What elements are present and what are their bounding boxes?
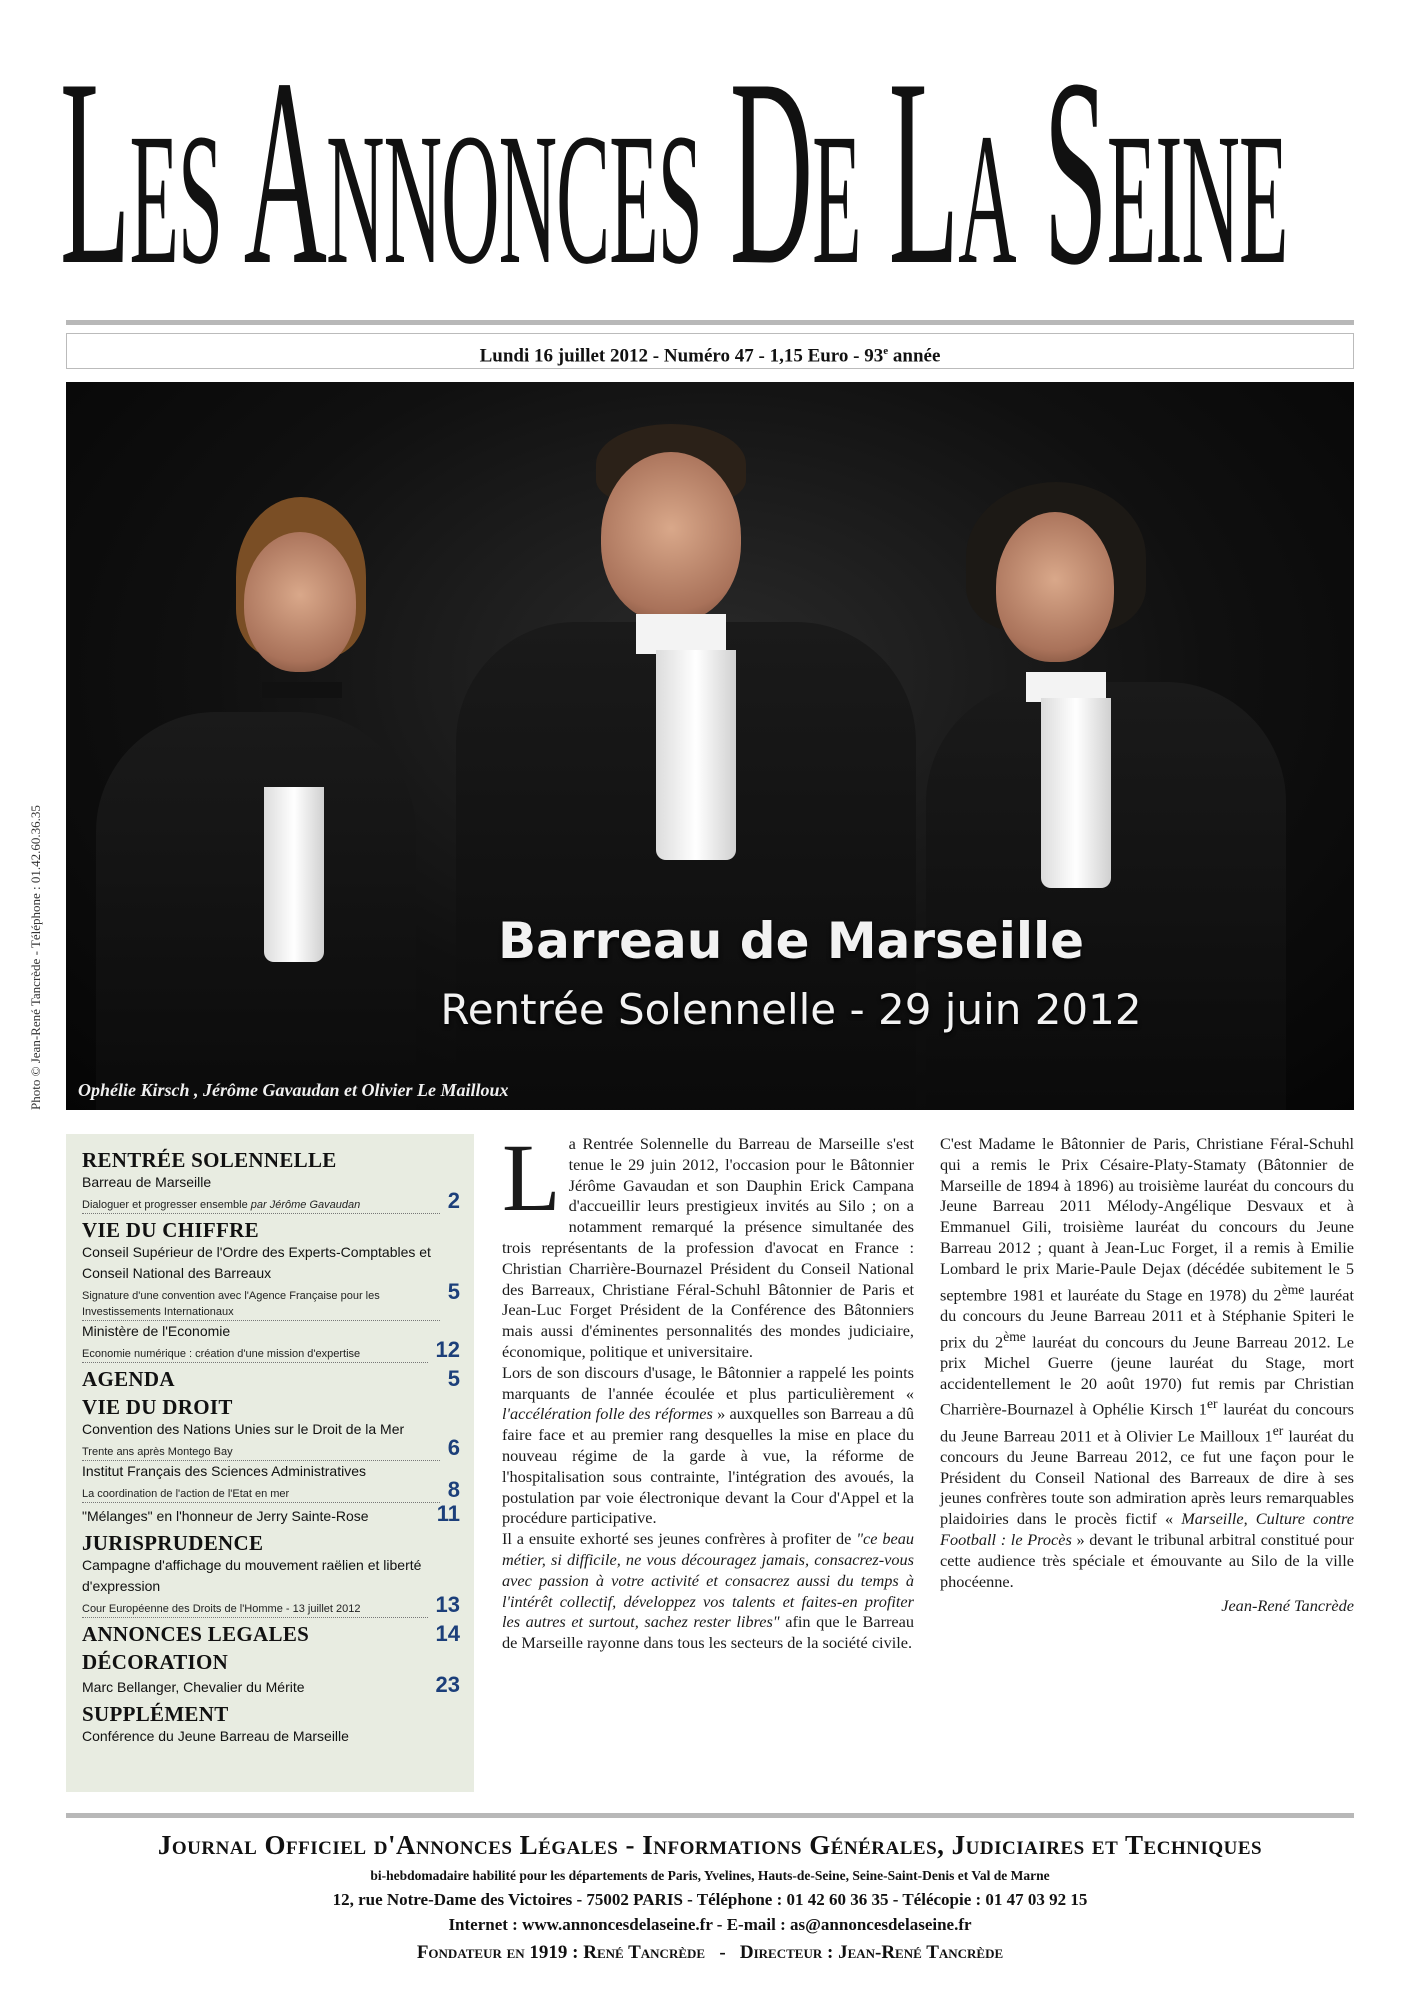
footer-founder: Fondateur en 1919 : René Tancrède - Directeur : Jean-René Tancrède — [416, 1942, 1004, 1963]
photo-credit: Photo © Jean-René Tancrède - Téléphone : 01.42.60.36.35 — [28, 805, 43, 1110]
cover-photo — [66, 382, 1354, 1110]
toc-item[interactable]: Marc Bellanger, Chevalier du Mérite 23 — [82, 1672, 460, 1697]
toc-subitem[interactable]: La coordination de l'action de l'Etat en mer 8 — [82, 1477, 460, 1502]
toc-subitem[interactable]: Dialoguer et progresser ensemble par Jérôme Gavaudan 2 — [82, 1188, 460, 1213]
issue-date: Lundi 16 juillet 2012 — [479, 345, 649, 367]
drop-cap: L — [502, 1124, 561, 1231]
toc-section: VIE DU CHIFFRE — [82, 1218, 259, 1242]
toc-section: VIE DU DROIT — [82, 1395, 233, 1419]
issue-number: Numéro 47 — [663, 345, 754, 367]
article-column-2: C'est Madame le Bâtonnier de Paris, Christiane Féral-Schuhl qui a remis le Prix Césaire-Platy-Stamaty (Bâtonnier de Marseille de 1894 à 1896) au troisième lauréat du concours du Jeune Barreau 2011 Mélody-Angélique Desvaux et à Emmanuel Gili, troisième lauréat du concours du Jeune Barreau 2012 ; quant à Jean-Luc Forget, il a remis à Emilie Lombard le prix Marie-Paule Dejax (décédée subitement le 5 septembre 1981 et lauréate du Stage en 1978) du 2ème lauréat du concours du Jeune Barreau 2011 et à Stéphanie Spiteri le prix du 2ème lauréat du concours du Jeune Barreau 2012. Le prix Michel Guerre (jeune lauréat du Stage, mort accidentellement le 20 août 1970) fut remis par Christian Charrière-Bournazel à Ophélie Kirsch 1er lauréat du concours du Jeune Barreau 2011 et à Olivier Le Mailloux 1er lauréat du concours du Jeune Barreau 2012, ce fut une façon pour le Président du Conseil National des Barreaux de dire à ses jeunes confrères toute son admiration après leurs remarquables plaidoiries dans le procès fictif « Marseille, Culture contre Football : le Procès » devant le tribunal arbitral constitué pour cette audience très spéciale et émouvante au Silo de la ville phocéenne. Jean-René Tancrède — [940, 1134, 1355, 1616]
toc-subitem[interactable]: Trente ans après Montego Bay 6 — [82, 1435, 460, 1460]
header-rule — [66, 320, 1354, 325]
toc-subitem[interactable]: Economie numérique : création d'une mission d'expertise 12 — [82, 1337, 460, 1362]
dateline: Lundi 16 juillet 2012 - Numéro 47 - 1,15 Euro - 93e année — [66, 333, 1354, 369]
toc-item[interactable]: Campagne d'affichage du mouvement raëlien et liberté d'expression — [82, 1557, 422, 1594]
toc-item[interactable]: Institut Français des Sciences Administratives — [82, 1463, 367, 1479]
toc-item[interactable]: Barreau de Marseille — [82, 1174, 212, 1190]
photo-subheadline: Rentrée Solennelle - 29 juin 2012 — [440, 985, 1142, 1034]
toc-item[interactable]: Ministère de l'Economie — [82, 1323, 231, 1339]
footer-contact[interactable]: Internet : www.annoncesdelaseine.fr - E-mail : as@annoncesdelaseine.fr — [448, 1915, 972, 1934]
toc-section: DÉCORATION — [82, 1650, 229, 1674]
article-signature: Jean-René Tancrède — [1221, 1596, 1354, 1616]
article-column-1: La Rentrée Solennelle du Barreau de Marseille s'est tenue le 29 juin 2012, l'occasion pour le Bâtonnier Jérôme Gavaudan et son Dauphin Erick Campana d'accueillir leurs prestigieux invités au Silo ; on a notamment remarqué la présence simultanée des trois représentants de la profession d'avocat en France : Christian Charrière-Bournazel Président du Conseil National des Barreaux, Christiane Féral-Schuhl Bâtonnier de Paris et Jean-Luc Forget Président de la Conférence des Bâtonniers mais aussi d'éminentes personnalités des mondes judiciaire, économique, politique et universitaire. Lors de son discours d'usage, le Bâtonnier a rappelé les points marquants de l'année écoulée et plus particulièrement « l'accélération folle des réformes » auxquelles son Barreau a dû faire face et au premier rang desquelles la mise en place du nouveau régime de la garde à vue, la réforme de l'hospitalisation sous contrainte, l'intégration des avoués, la postulation par voie électronique devant la Cour d'Appel et la procédure participative. Il a ensuite exhorté ses jeunes confrères à profiter de "ce beau métier, si difficile, ne vous découragez jamais, consacrez-vous avec passion à votre activité et consacrez aussi du temps à l'intérêt collectif, développez vos talents et faites-en profiter les autres et surtout, sachez rester libres" afin que le Barreau de Marseille rayonne dans tous les secteurs de la société civile. — [502, 1124, 915, 1653]
toc-item[interactable]: Conseil Supérieur de l'Ordre des Experts-Comptables et Conseil National des Barreaux — [82, 1244, 431, 1281]
toc-subitem[interactable]: Signature d'une convention avec l'Agence Française pour les Investissements Internationaux 5 — [82, 1284, 460, 1321]
toc-item[interactable]: Convention des Nations Unies sur le Droit de la Mer — [82, 1421, 405, 1437]
footer-journal-title: Journal Officiel d'Annonces Légales - Informations Générales, Judiciaires et Techniques — [157, 1830, 1263, 1860]
photo-headline: Barreau de Marseille — [497, 912, 1085, 970]
masthead-title: Les Annonces De La Seine — [60, 38, 1288, 308]
toc-section: SUPPLÉMENT — [82, 1702, 229, 1726]
toc-subitem[interactable]: Cour Européenne des Droits de l'Homme - 13 juillet 2012 13 — [82, 1592, 460, 1617]
footer-rule — [66, 1813, 1354, 1818]
toc-section-annonces[interactable]: ANNONCES LEGALES 14 — [82, 1621, 460, 1646]
toc-section-agenda[interactable]: AGENDA 5 — [82, 1366, 460, 1391]
photo-caption: Ophélie Kirsch , Jérôme Gavaudan et Olivier Le Mailloux — [78, 1080, 509, 1100]
toc-item[interactable]: Conférence du Jeune Barreau de Marseille — [82, 1728, 349, 1744]
toc-item[interactable]: "Mélanges" en l'honneur de Jerry Sainte-Rose 11 — [82, 1501, 460, 1526]
issue-year: 93 — [864, 345, 884, 367]
table-of-contents — [66, 1134, 474, 1792]
footer-address: 12, rue Notre-Dame des Victoires - 75002 PARIS - Téléphone : 01 42 60 36 35 - Télécopie : 01 47 03 92 15 — [332, 1890, 1088, 1909]
toc-section: RENTRÉE SOLENNELLE — [82, 1148, 337, 1172]
issue-price: 1,15 Euro — [769, 345, 849, 367]
footer-departments: bi-hebdomadaire habilité pour les départements de Paris, Yvelines, Hauts-de-Seine, Seine-Saint-Denis et Val de Marne — [370, 1868, 1050, 1883]
toc-section: JURISPRUDENCE — [82, 1531, 264, 1555]
